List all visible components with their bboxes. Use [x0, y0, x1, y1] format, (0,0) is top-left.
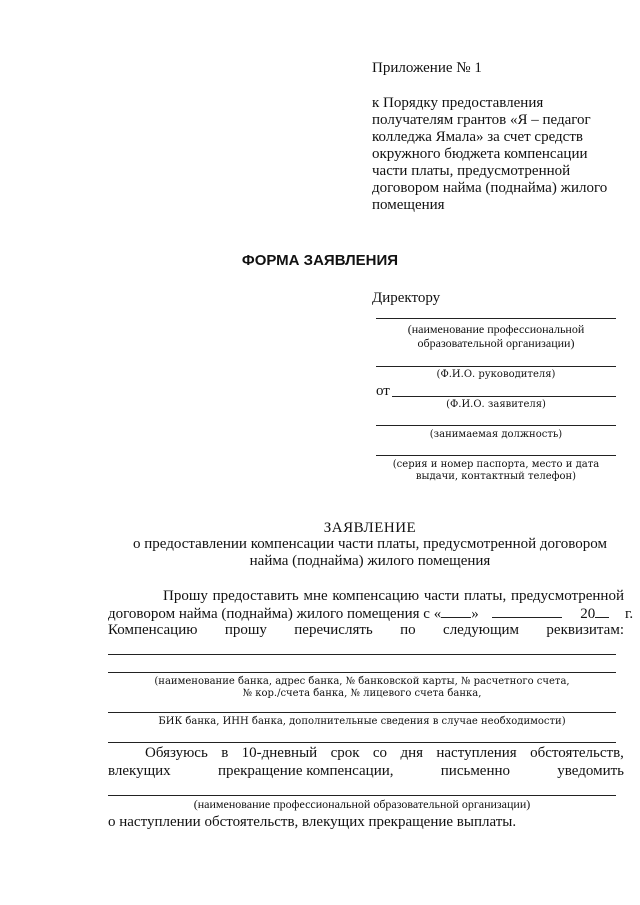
- position-caption: (занимаемая должность): [429, 429, 563, 440]
- purpose-line: окружного бюджета компенсации: [372, 146, 588, 162]
- org-name-caption: (наименование профессиональной образовательной организации): [407, 322, 585, 350]
- passport-line: [376, 455, 616, 456]
- obligation-line-2: влекущих прекращение компенсации, письменно уведомить: [108, 763, 624, 779]
- request-line-3: Компенсацию прошу перечислять по следующим реквизитам:: [108, 622, 624, 638]
- year-field[interactable]: [595, 605, 609, 618]
- final-line: о наступлении обстоятельств, влекущих прекращение выплаты.: [108, 814, 517, 830]
- purpose-line: помещения: [372, 197, 445, 213]
- bank-details-caption: (наименование банка, адрес банка, № банковской карты, № расчетного счета, № кор./счета банка, № лицевого счета банка,: [154, 676, 570, 699]
- org-notify-caption: (наименование профессиональной образовательной организации): [193, 797, 531, 811]
- request-line-1: Прошу предоставить мне компенсацию части платы, предусмотренной: [163, 588, 624, 604]
- purpose-line: получателям грантов «Я – педагог: [372, 112, 591, 128]
- form-title: ФОРМА ЗАЯВЛЕНИЯ: [241, 252, 399, 269]
- appendix-number: Приложение № 1: [372, 60, 482, 76]
- bik-caption: БИК банка, ИНН банка, дополнительные сведения в случае необходимости): [158, 716, 566, 727]
- bank-details-line-1[interactable]: [108, 654, 616, 655]
- extra-details-line[interactable]: [108, 742, 616, 743]
- org-name-line: [376, 318, 616, 319]
- from-label: от: [376, 383, 390, 399]
- org-notify-line[interactable]: [108, 795, 616, 796]
- applicant-name-caption: (Ф.И.О. заявителя): [446, 399, 546, 410]
- request-line-2: договором найма (поднайма) жилого помещения с « » 20 г.: [108, 606, 634, 622]
- bank-details-line-2[interactable]: [108, 672, 616, 673]
- purpose-line: договором найма (поднайма) жилого: [372, 180, 608, 196]
- statement-title: ЗАЯВЛЕНИЕ: [323, 520, 417, 536]
- month-field[interactable]: [492, 605, 562, 618]
- purpose-line: к Порядку предоставления: [372, 95, 544, 111]
- statement-subtitle: о предоставлении компенсации части платы, предусмотренной договором найма (поднайма) жилого помещения: [133, 536, 607, 569]
- addressee-to: Директору: [372, 290, 441, 306]
- applicant-name-line: [392, 396, 616, 397]
- head-name-caption: (Ф.И.О. руководителя): [436, 369, 556, 380]
- purpose-line: части платы, предусмотренной: [372, 163, 571, 179]
- purpose-line: колледжа Ямала» за счет средств: [372, 129, 583, 145]
- head-name-line: [376, 366, 616, 367]
- obligation-line-1: Обязуюсь в 10-дневный срок со дня наступления обстоятельств,: [145, 745, 624, 761]
- bik-line[interactable]: [108, 712, 616, 713]
- appendix-purpose: [372, 95, 632, 214]
- passport-caption: (серия и номер паспорта, место и дата выдачи, контактный телефон): [392, 459, 600, 482]
- position-line: [376, 425, 616, 426]
- day-field[interactable]: [441, 605, 471, 618]
